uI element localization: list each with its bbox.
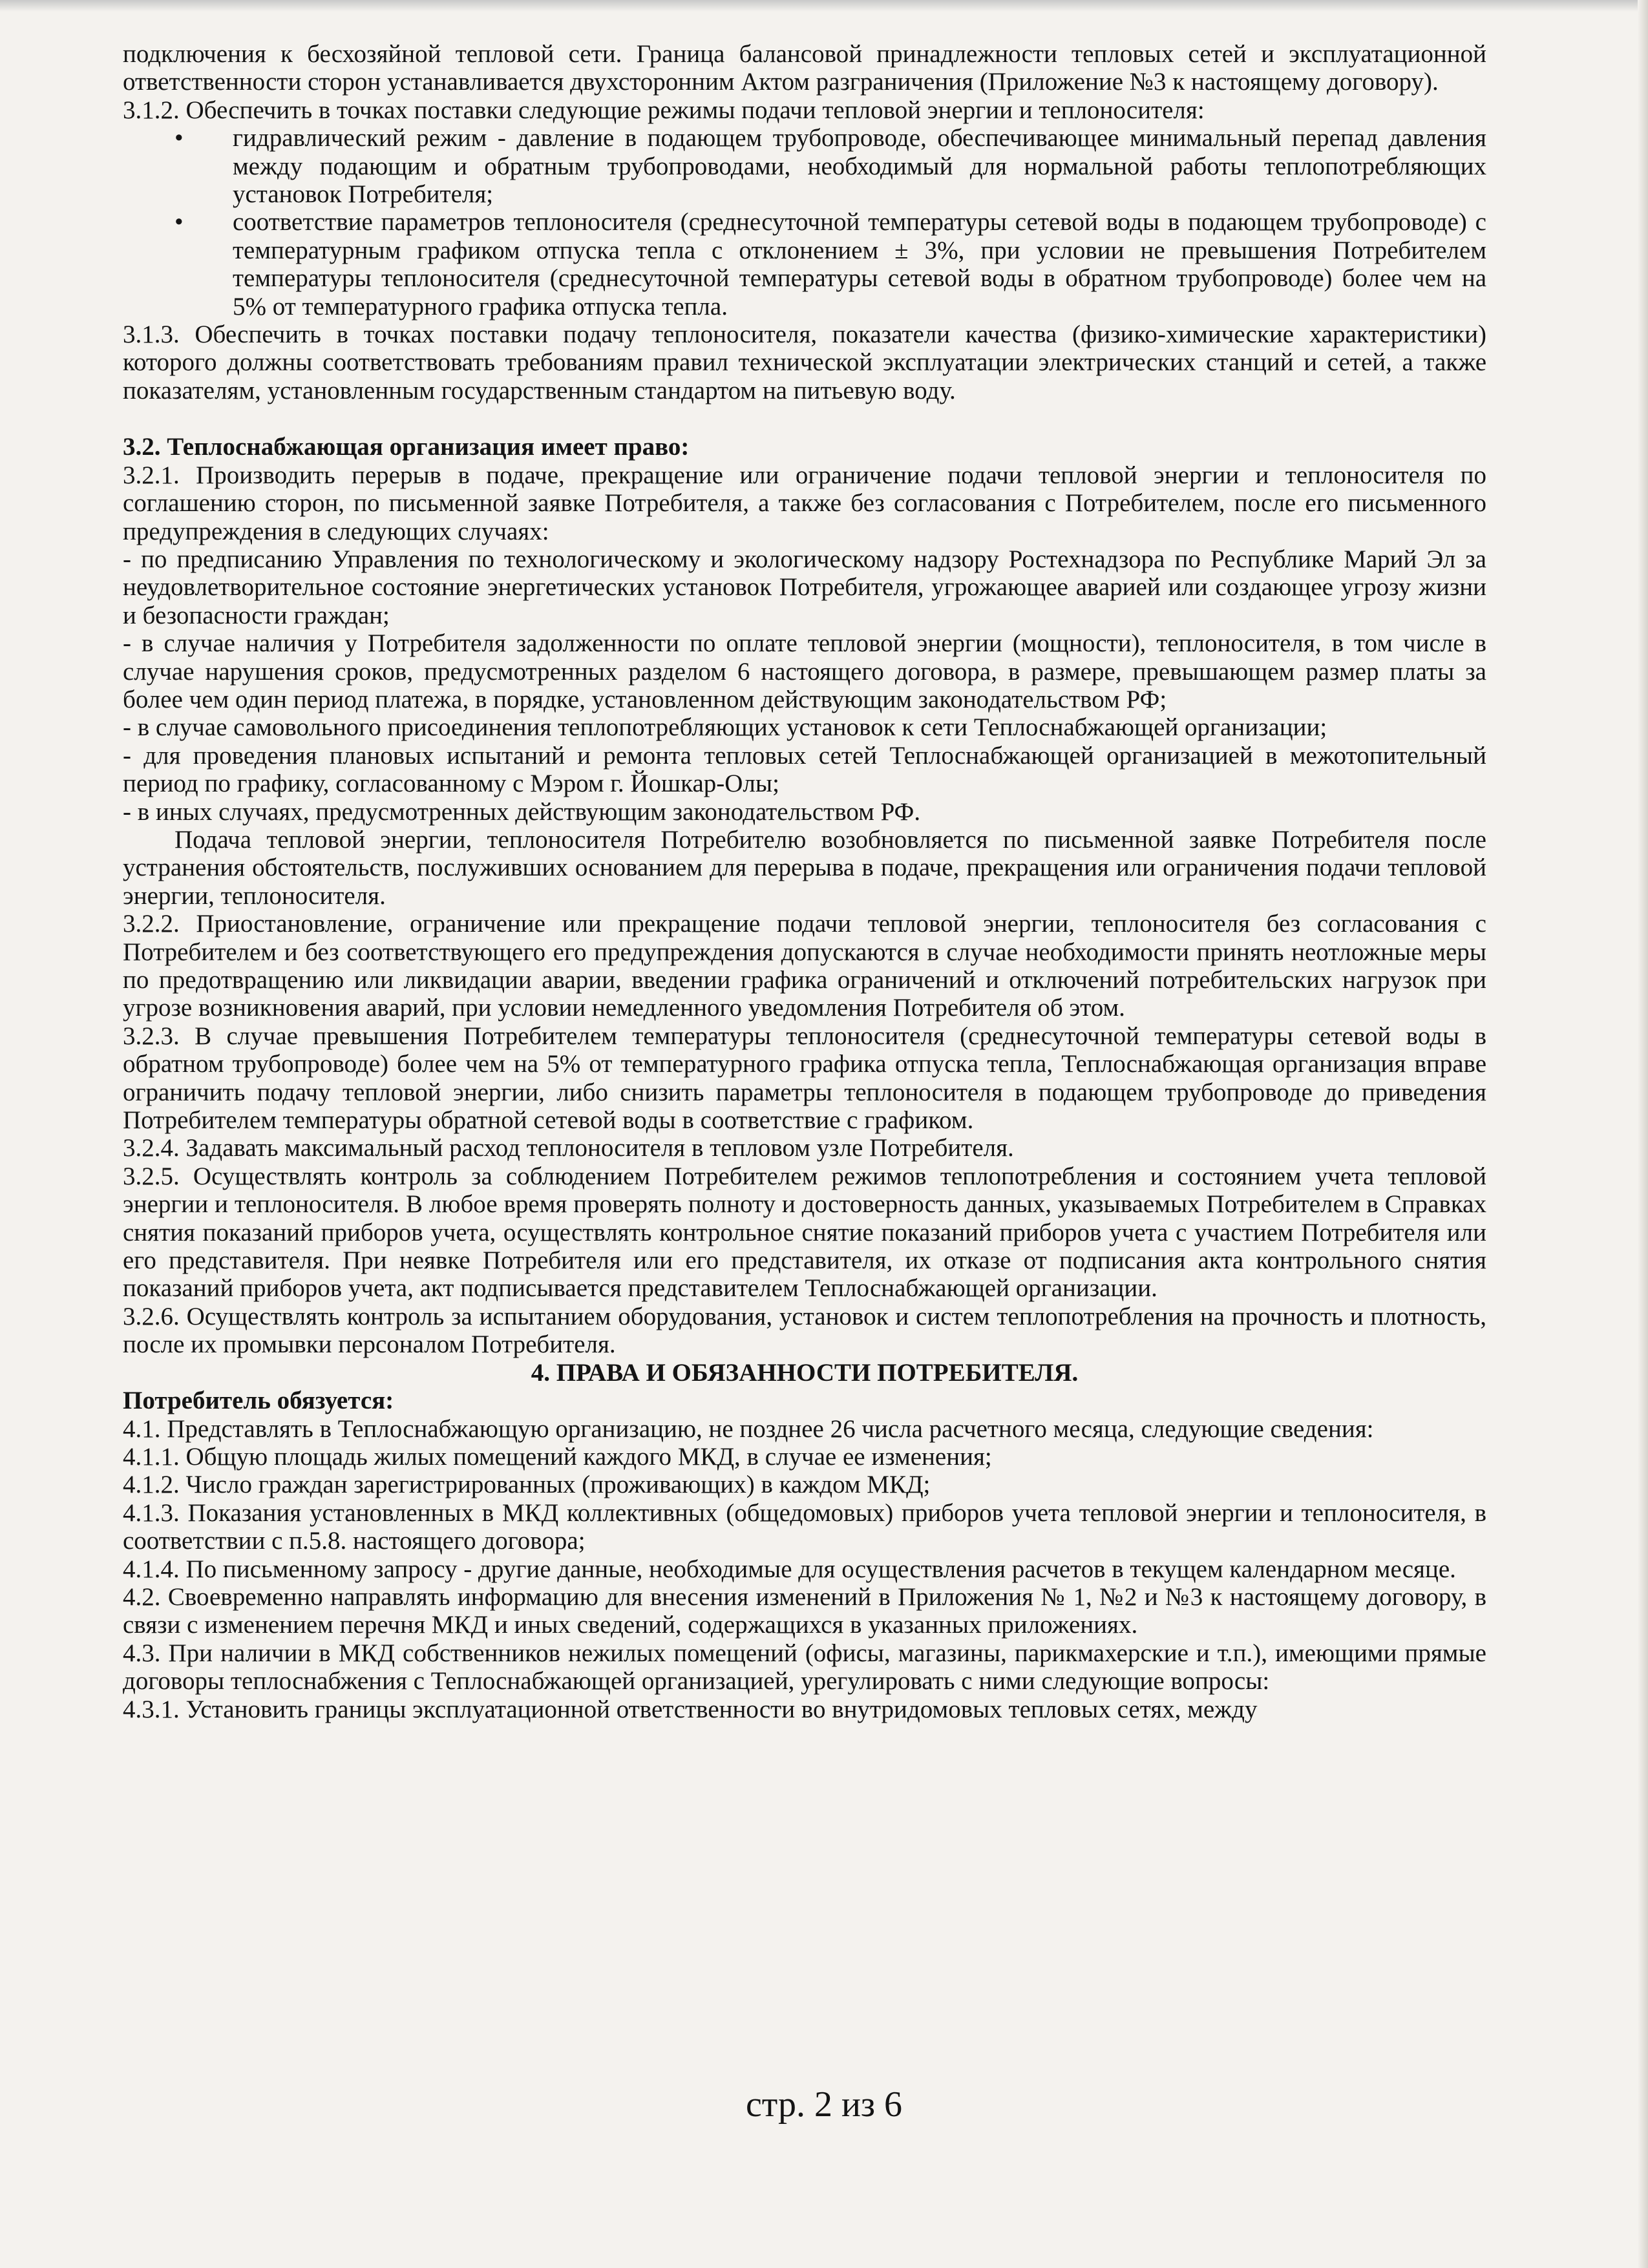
paragraph: 4.1.3. Показания установленных в МКД коллективных (общедомовых) приборов учета тепловой энергии и теплоносителя, в соответствии с п.5.8. настоящего договора; [123,1498,1486,1555]
paragraph: 4.2. Своевременно направлять информацию для внесения изменений в Приложения № 1, №2 и №3 к настоящему договору, в связи с изменением перечня МКД и иных сведений, содержащихся в указанных приложениях. [123,1582,1486,1639]
paragraph: 4.1.4. По письменному запросу - другие данные, необходимые для осуществления расчетов в текущем календарном месяце. [123,1555,1456,1583]
paragraph: Подача тепловой энергии, теплоносителя Потребителю возобновляется по письменной заявке Потребителя после устранения обстоятельств, послуживших основанием для перерыва в подаче, прекращения или ограничения подачи тепловой энергии, теплоносителя. [123,825,1486,910]
paragraph: 3.2.4. Задавать максимальный расход теплоносителя в тепловом узле Потребителя. [123,1134,1014,1162]
paragraph: - в случае самовольного присоединения теплопотребляющих установок к сети Теплоснабжающей организации; [123,713,1327,742]
document-page [123,40,1486,1723]
paragraph: 4.3. При наличии в МКД собственников нежилых помещений (офисы, магазины, парикмахерские и т.п.), имеющими прямые договоры теплоснабжения с Теплоснабжающей организацией, урегулировать с ними следующие вопросы: [123,1639,1486,1696]
bullet-icon: • [174,124,184,152]
paragraph: - в случае наличия у Потребителя задолженности по оплате тепловой энергии (мощности), теплоносителя, в том числе в случае нарушения сроков, предусмотренных разделом 6 настоящего договора, в размере, превышающем размер платы за более чем один период платежа, в порядке, установленном действующим законодательством РФ; [123,629,1486,713]
paragraph: - в иных случаях, предусмотренных действующим законодательством РФ. [123,797,921,826]
section-heading: 3.2. Теплоснабжающая организация имеет право: [123,433,690,461]
section-heading: 4. ПРАВА И ОБЯЗАННОСТИ ПОТРЕБИТЕЛЯ. [531,1358,1079,1387]
list-item-text: гидравлический режим - давление в подающем трубопроводе, обеспечивающее минимальный перепад давления между подающим и обратным трубопроводами, необходимый для нормальной работы теплопотребляющих установок Потребителя; [233,124,1486,209]
paragraph: 4.3.1. Установить границы эксплуатационной ответственности во внутридомовых тепловых сетях, между [123,1695,1258,1723]
paragraph: 4.1. Представлять в Теплоснабжающую организацию, не позднее 26 числа расчетного месяца, следующие сведения: [123,1414,1374,1443]
scan-edge-right [1638,0,1648,2268]
paragraph: 3.1.2. Обеспечить в точках поставки следующие режимы подачи тепловой энергии и теплоносителя: [123,96,1205,124]
paragraph: 4.1.2. Число граждан зарегистрированных (проживающих) в каждом МКД; [123,1471,931,1499]
paragraph: 3.2.1. Производить перерыв в подаче, прекращение или ограничение подачи тепловой энергии и теплоносителя по соглашению сторон, по письменной заявке Потребителя, а также без согласования с Потребителем, после его письменного предупреждения в следующих случаях: [123,461,1486,545]
list-item [123,208,1486,320]
section-subheading: Потребитель обязуется: [123,1387,394,1415]
list-item [123,124,1486,208]
bullet-icon: • [174,208,184,236]
paragraph: 4.1.1. Общую площадь жилых помещений каждого МКД, в случае ее изменения; [123,1442,992,1471]
paragraph: 3.1.3. Обеспечить в точках поставки подачу теплоносителя, показатели качества (физико-химические характеристики) которого должны соответствовать требованиям правил технической эксплуатации электрических станций и сетей, а также показателям, установленным государственным стандартом на питьевую воду. [123,320,1486,404]
spacer [123,404,1486,433]
paragraph: подключения к бесхозяйной тепловой сети. Граница балансовой принадлежности тепловых сетей и эксплуатационной ответственности сторон устанавливается двухсторонним Актом разграничения (Приложение №3 к настоящему договору). [123,40,1486,96]
paragraph: 3.2.3. В случае превышения Потребителем температуры теплоносителя (среднесуточной температуры сетевой воды в обратном трубопроводе) более чем на 5% от температурного графика отпуска тепла, Теплоснабжающая организация вправе ограничить подачу тепловой энергии, либо снизить параметры теплоносителя в подающем трубопроводе до приведения Потребителем температуры обратной сетевой воды в соответствие с графиком. [123,1022,1486,1135]
paragraph: 3.2.2. Приостановление, ограничение или прекращение подачи тепловой энергии, теплоносителя без согласования с Потребителем и без соответствующего его предупреждения допускаются в случае необходимости принять неотложные меры по предотвращению или ликвидации аварии, введении графика ограничений и отключений потребительских нагрузок при угрозе возникновения аварий, при условии немедленного уведомления Потребителя об этом. [123,910,1486,1022]
paragraph: 3.2.5. Осуществлять контроль за соблюдением Потребителем режимов теплопотребления и состоянием учета тепловой энергии и теплоносителя. В любое время проверять полноту и достоверность данных, указываемых Потребителем в Справках снятия показаний приборов учета, осуществлять контрольное снятие показаний приборов учета с участием Потребителя или его представителя. При неявке Потребителя или его представителя, их отказе от подписания акта контрольного снятия показаний приборов учета, акт подписывается представителем Теплоснабжающей организации. [123,1162,1486,1303]
list-item-text: соответствие параметров теплоносителя (среднесуточной температуры сетевой воды в подающем трубопроводе) с температурным графиком отпуска тепла с отклонением ± 3%, при условии не превышения Потребителем температуры теплоносителя (среднесуточной температуры сетевой воды в обратном трубопроводе) более чем на 5% от температурного графика отпуска тепла. [233,208,1486,320]
paragraph: - для проведения плановых испытаний и ремонта тепловых сетей Теплоснабжающей организацией в межотопительный период по графику, согласованному с Мэром г. Йошкар-Олы; [123,741,1486,798]
page-number: стр. 2 из 6 [745,2084,903,2125]
paragraph: 3.2.6. Осуществлять контроль за испытанием оборудования, установок и систем теплопотребления на прочность и плотность, после их промывки персоналом Потребителя. [123,1302,1486,1359]
paragraph: - по предписанию Управления по технологическому и экологическому надзору Ростехнадзора по Республике Марий Эл за неудовлетворительное состояние энергетических установок Потребителя, угрожающее аварией или создающее угрозу жизни и безопасности граждан; [123,545,1486,629]
bullet-list [123,124,1486,320]
scan-edge-top [0,0,1648,12]
